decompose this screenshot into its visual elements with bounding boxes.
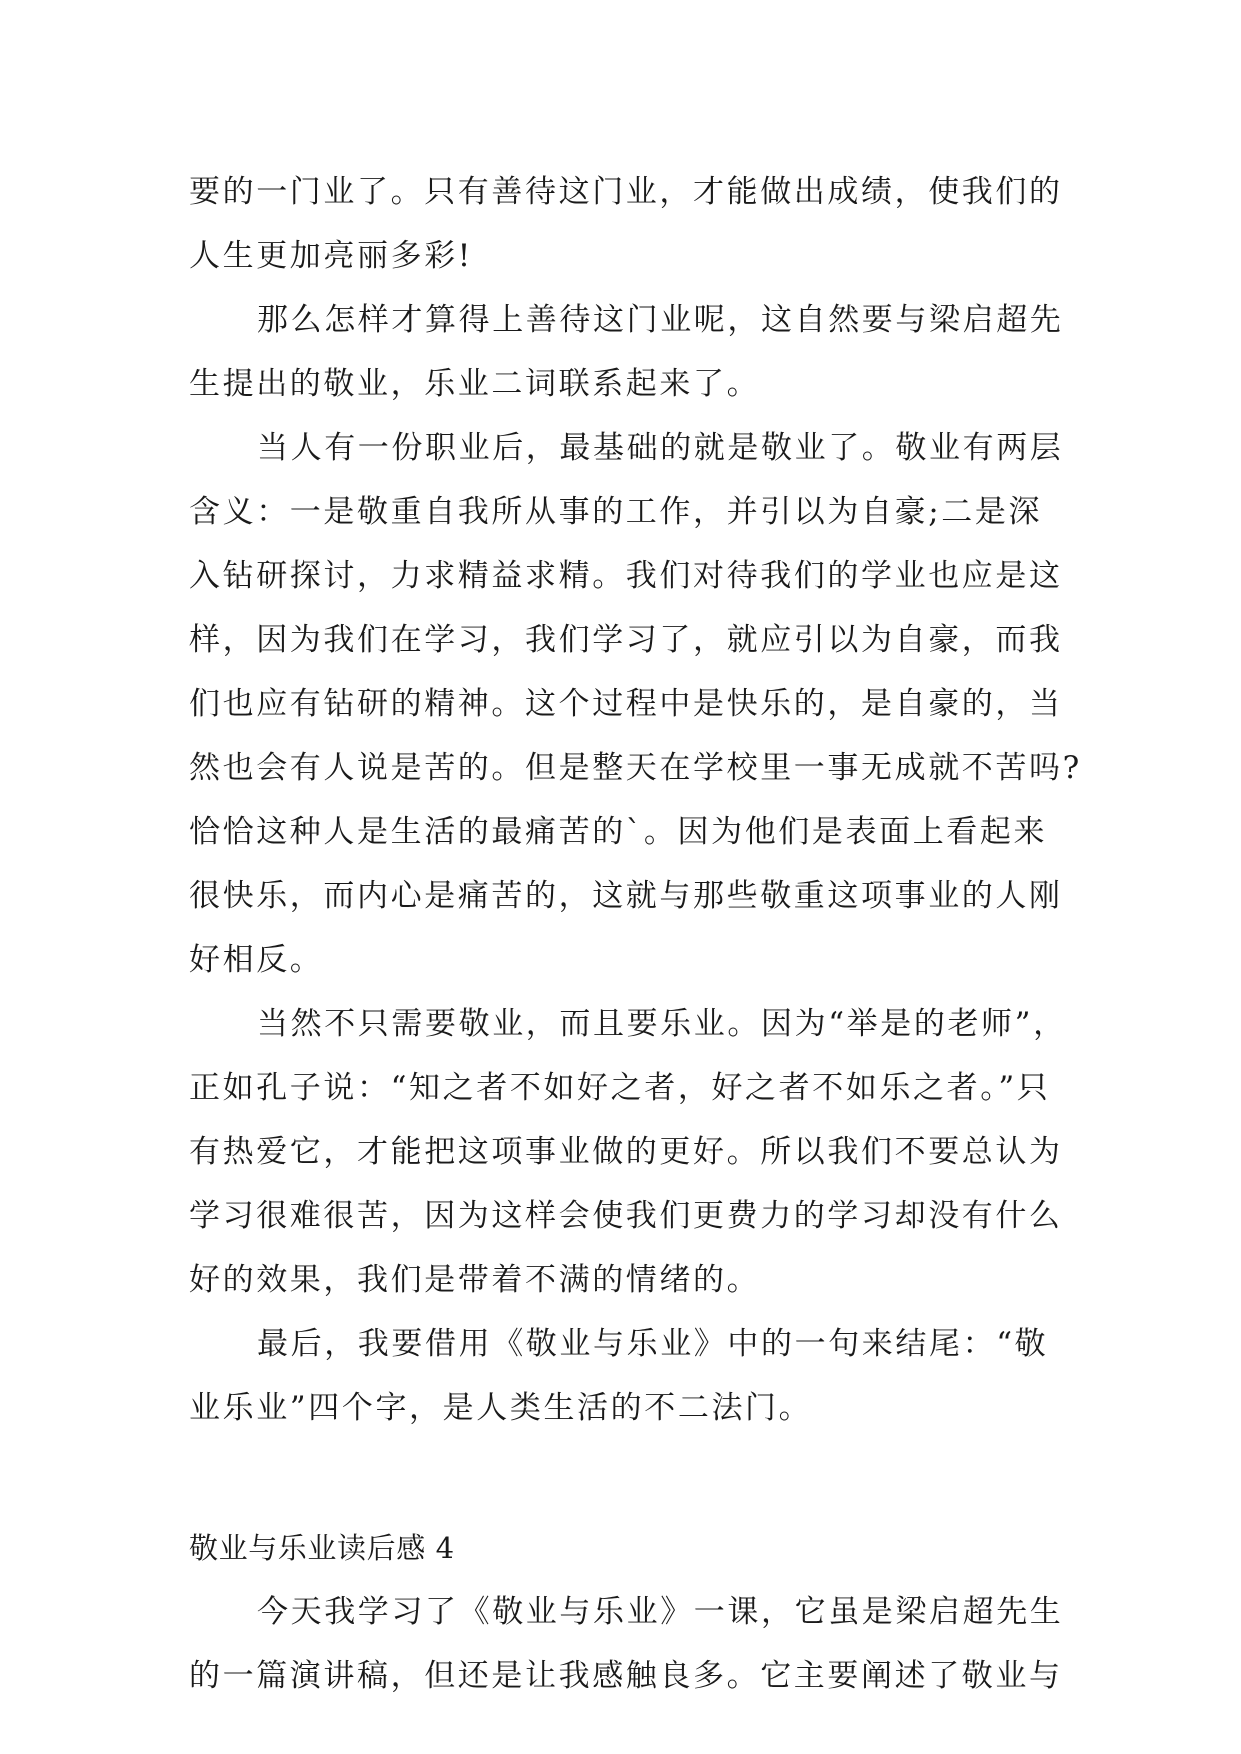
paragraph	[189, 992, 1067, 1312]
text-line: 当然不只需要敬业，而且要乐业。因为“举是的老师”，	[257, 1006, 1067, 1042]
text-line: 最后，我要借用《敬业与乐业》中的一句来结尾：“敬	[257, 1326, 1049, 1362]
text-line: 今天我学习了《敬业与乐业》一课，它虽是梁启超先生	[257, 1594, 1064, 1630]
paragraph	[189, 1312, 1049, 1440]
text-line: 学习很难很苦，因为这样会使我们更费力的学习却没有什么	[189, 1198, 1063, 1234]
paragraph	[189, 1580, 1064, 1708]
text-line: 生提出的敬业，乐业二词联系起来了。	[189, 366, 761, 402]
text-line: 们也应有钻研的精神。这个过程中是快乐的，是自豪的，当	[189, 686, 1063, 722]
text-line: 业乐业”四个字，是人类生活的不二法门。	[189, 1390, 813, 1426]
text-line: 好相反。	[189, 942, 324, 978]
text-line: 入钻研探讨，力求精益求精。我们对待我们的学业也应是这	[189, 558, 1063, 594]
paragraph	[189, 288, 1064, 416]
text-line: 然也会有人说是苦的。但是整天在学校里一事无成就不苦吗?	[189, 750, 1082, 786]
document-body	[189, 160, 1082, 1708]
text-line: 样，因为我们在学习，我们学习了，就应引以为自豪，而我	[189, 622, 1063, 658]
text-line: 那么怎样才算得上善待这门业呢，这自然要与梁启超先	[257, 302, 1064, 338]
text-line: 含义：一是敬重自我所从事的工作，并引以为自豪;二是深	[189, 494, 1043, 530]
text-line: 正如孔子说：“知之者不如好之者，好之者不如乐之者。”只	[189, 1070, 1051, 1106]
text-line: 好的效果，我们是带着不满的情绪的。	[189, 1262, 761, 1298]
text-line: 当人有一份职业后，最基础的就是敬业了。敬业有两层	[257, 430, 1064, 466]
text-line: 人生更加亮丽多彩!	[189, 238, 473, 274]
text-line: 的一篇演讲稿，但还是让我感触良多。它主要阐述了敬业与	[189, 1658, 1063, 1694]
text-line: 要的一门业了。只有善待这门业，才能做出成绩，使我们的	[189, 174, 1063, 210]
text-line: 有热爱它，才能把这项事业做的更好。所以我们不要总认为	[189, 1134, 1063, 1170]
paragraph	[189, 160, 1063, 288]
text-line: 很快乐，而内心是痛苦的，这就与那些敬重这项事业的人刚	[189, 878, 1063, 914]
paragraph	[189, 416, 1082, 992]
section-spacer	[189, 1440, 1049, 1516]
section-heading: 敬业与乐业读后感 4	[189, 1531, 455, 1565]
text-line: 恰恰这种人是生活的最痛苦的`。因为他们是表面上看起来	[189, 814, 1048, 850]
